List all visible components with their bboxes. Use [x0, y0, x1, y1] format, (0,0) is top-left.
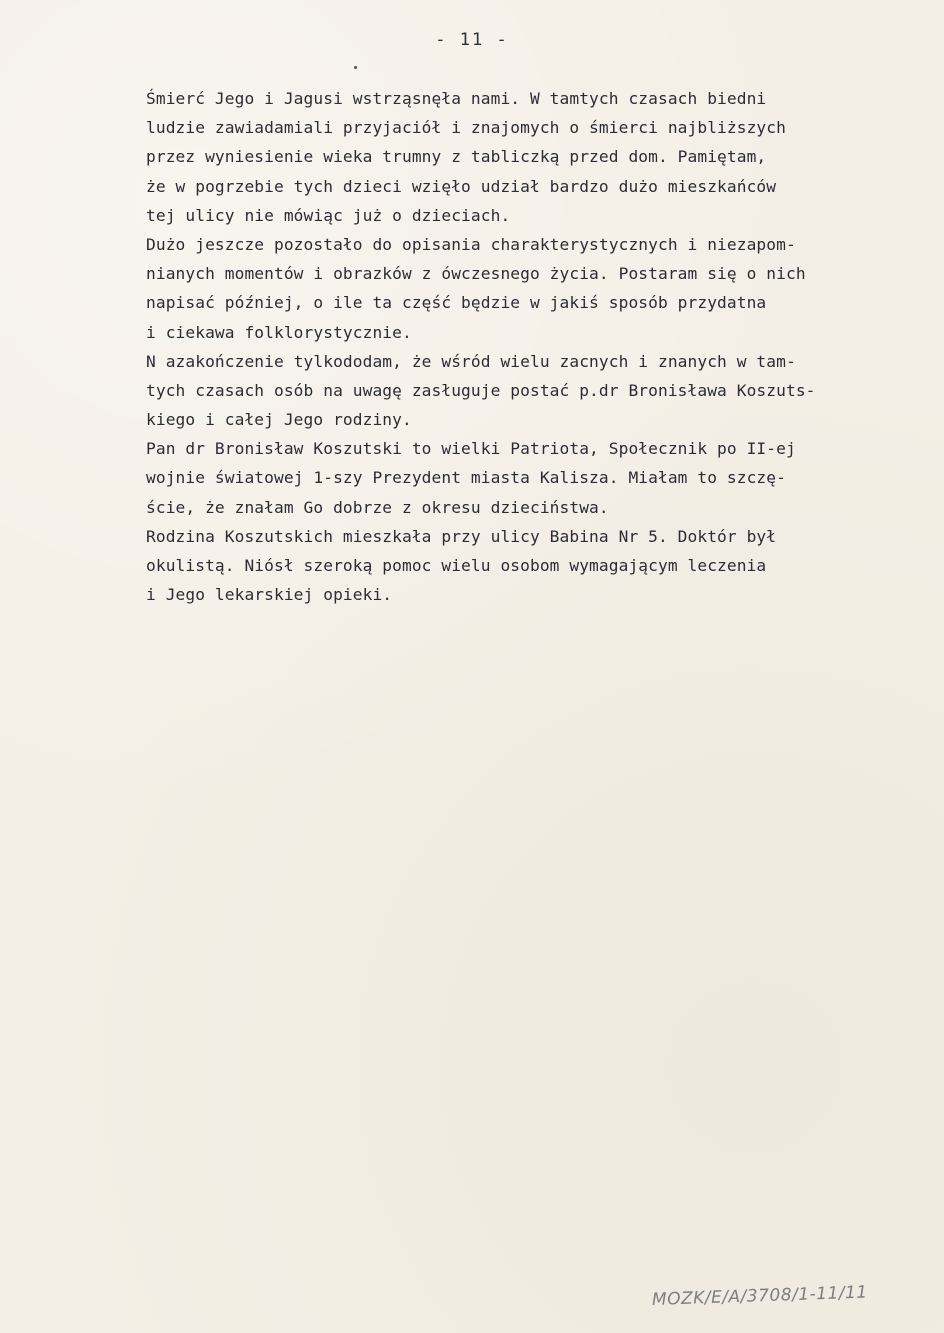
text-line: napisać później, o ile ta część będzie w jakiś sposób przydatna [146, 293, 767, 313]
text-line: tych czasach osób na uwagę zasługuje postać p.dr Bronisława Koszuts- [146, 380, 816, 400]
text-line: i ciekawa folklorystycznie. [146, 322, 412, 342]
typed-text-body [146, 84, 936, 609]
text-line: przez wyniesienie wieka trumny z tabliczką przed dom. Pamiętam, [146, 147, 767, 167]
archive-signature: MOZK/E/A/3708/1-11/11 [651, 1282, 869, 1310]
text-line: ludzie zawiadamiali przyjaciół i znajomych o śmierci najbliższych [146, 118, 786, 138]
text-line: nianych momentów i obrazków z ówczesnego życia. Postaram się o nich [146, 264, 806, 284]
text-line: Rodzina Koszutskich mieszkała przy ulicy Babina Nr 5. Doktór był [146, 526, 777, 546]
text-line: Pan dr Bronisław Koszutski to wielki Patriota, Społecznik po II-ej [146, 439, 796, 459]
text-line: N azakończenie tylkododam, że wśród wielu zacnych i znanych w tam- [146, 351, 796, 371]
text-line: Śmierć Jego i Jagusi wstrząsnęła nami. W tamtych czasach biedni [146, 89, 767, 108]
ink-speck [354, 66, 357, 69]
page-number: - 11 - [435, 30, 509, 50]
text-line: wojnie światowej 1-szy Prezydent miasta Kalisza. Miałam to szczę- [146, 468, 786, 488]
text-line: Dużo jeszcze pozostało do opisania charakterystycznych i niezapom- [146, 234, 796, 254]
text-line: i Jego lekarskiej opieki. [146, 585, 393, 605]
text-line: ście, że znałam Go dobrze z okresu dzieciństwa. [146, 497, 609, 517]
text-line: tej ulicy nie mówiąc już o dzieciach. [146, 205, 511, 225]
text-line: okulistą. Niósł szeroką pomoc wielu osobom wymagającym leczenia [146, 556, 767, 575]
text-line: kiego i całej Jego rodziny. [146, 410, 412, 430]
text-line: że w pogrzebie tych dzieci wzięło udział bardzo dużo mieszkańców [146, 176, 777, 196]
